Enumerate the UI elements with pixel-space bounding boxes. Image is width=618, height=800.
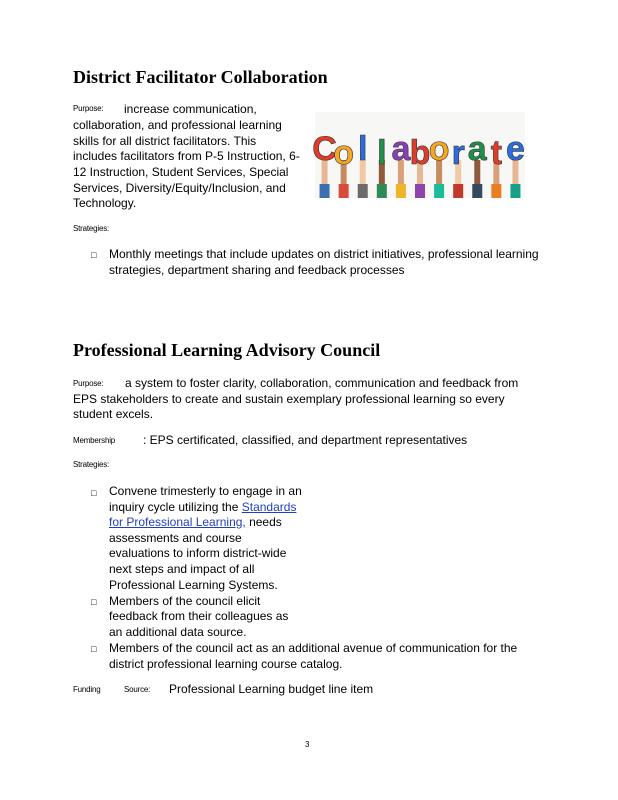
strategy-text: needs [245, 515, 282, 529]
purpose-text-line: 12 Instruction, Student Services, Special [73, 165, 289, 179]
strategy-line: Members of the council elicit [109, 594, 261, 608]
strategies-label: Strategies: [73, 460, 110, 469]
strategy-line: evaluations to inform district-wide [109, 546, 287, 560]
purpose-text-line: increase communication, [124, 102, 257, 116]
sleeve [510, 184, 520, 198]
page-number: 3 [305, 740, 310, 749]
standards-link-continued[interactable]: for Professional Learning, [109, 515, 246, 529]
bullet-glyph: □ [91, 644, 97, 654]
purpose-label: Purpose: [73, 104, 104, 113]
sleeve [377, 184, 387, 198]
collaborate-illustration [312, 112, 525, 198]
sleeve [358, 184, 368, 198]
bullet-glyph: □ [91, 597, 97, 607]
letter-sign: t [490, 134, 503, 172]
strategy-line: next steps and impact of all [109, 562, 255, 576]
letter-sign: e [505, 130, 525, 168]
letter-sign: o [428, 130, 450, 168]
sleeve [339, 184, 349, 198]
standards-link[interactable]: Standards [241, 500, 297, 514]
letter-sign: b [409, 134, 431, 172]
strategy-line: district professional learning course catalog. [109, 657, 343, 671]
section-title-advisory-council: Professional Learning Advisory Council [73, 340, 381, 360]
funding-label: Funding [73, 685, 101, 694]
letter-sign: l [377, 134, 387, 172]
section-title-district-facilitator: District Facilitator Collaboration [73, 67, 328, 87]
purpose-label: Purpose: [73, 379, 104, 388]
strategy-line: Professional Learning Systems. [109, 578, 278, 592]
letter-sign: a [467, 130, 487, 168]
purpose-text-line: Services, Diversity/Equity/Inclusion, and [73, 181, 286, 195]
sleeve [320, 184, 330, 198]
purpose-text-line: a system to foster clarity, collaboration, communication and feedback from [125, 376, 519, 390]
purpose-text-line: EPS stakeholders to create and sustain exemplary professional learning so every [73, 392, 505, 406]
strategy-line-with-link [109, 515, 282, 531]
strategy-line-with-link [109, 500, 296, 516]
sleeve [491, 184, 501, 198]
sleeve [453, 184, 463, 198]
strategy-line: feedback from their colleagues as [109, 609, 289, 623]
sleeve [434, 184, 444, 198]
purpose-text-line: includes facilitators from P-5 Instruction, 6- [73, 149, 300, 163]
strategy-line: Convene trimesterly to engage in an [109, 484, 302, 498]
purpose-text-line: student excels. [73, 407, 154, 421]
purpose-text-line: Technology. [73, 196, 137, 210]
strategy-line: strategies, department sharing and feedback processes [109, 263, 405, 277]
letter-sign: C [312, 130, 337, 168]
bullet-glyph: □ [91, 488, 97, 498]
strategy-line: Members of the council act as an additional avenue of communication for the [109, 641, 518, 655]
sleeve [415, 184, 425, 198]
funding-text: Professional Learning budget line item [169, 682, 374, 696]
letter-sign: l [358, 130, 368, 168]
strategy-text: inquiry cycle utilizing the [109, 500, 239, 514]
strategy-line: an additional data source. [109, 625, 247, 639]
purpose-text-line: collaboration, and professional learning [73, 118, 282, 132]
sleeve [396, 184, 406, 198]
bullet-glyph: □ [91, 250, 97, 260]
letter-sign: a [391, 130, 411, 168]
letter-sign: r [451, 134, 465, 172]
sleeve [472, 184, 482, 198]
membership-text: : EPS certificated, classified, and department representatives [143, 433, 468, 447]
source-label: Source: [124, 685, 151, 694]
purpose-text-line: skills for all district facilitators. This [73, 134, 257, 148]
strategies-label: Strategies: [73, 224, 110, 233]
strategy-line: assessments and course [109, 531, 242, 545]
membership-label: Membership [73, 436, 116, 445]
strategy-line: Monthly meetings that include updates on district initiatives, professional learning [109, 247, 539, 261]
collaborate-image [312, 112, 525, 198]
letter-sign: o [333, 134, 355, 172]
